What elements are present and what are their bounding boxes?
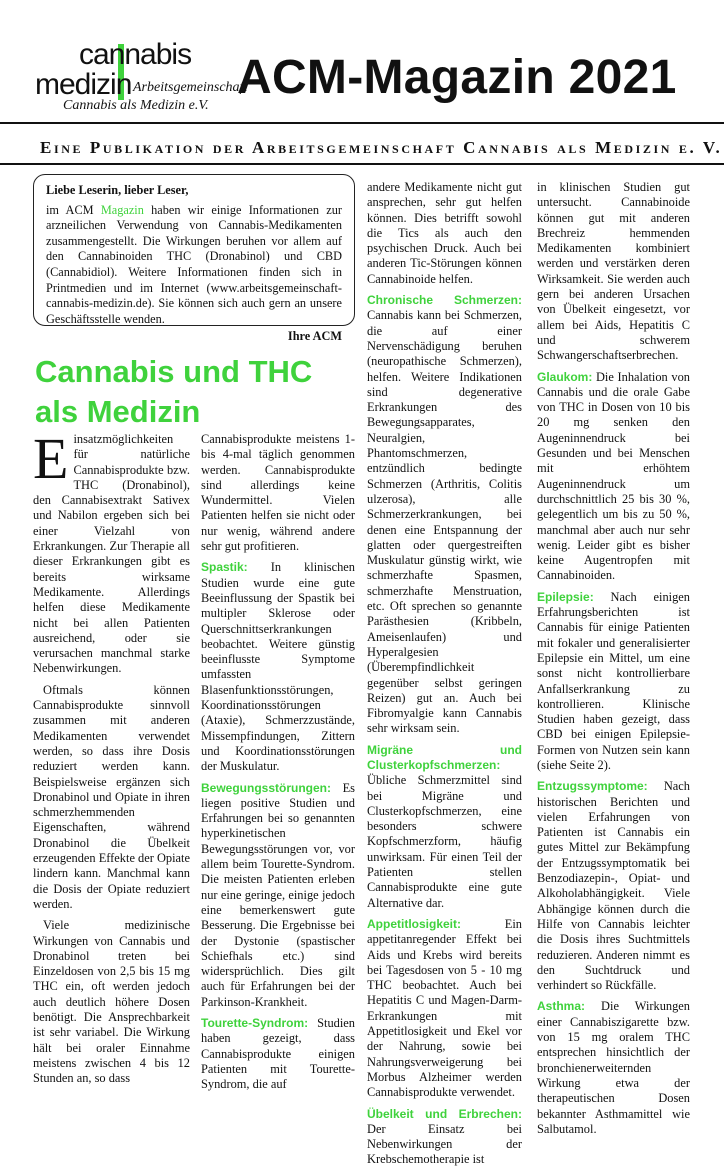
column-2 bbox=[201, 432, 355, 1092]
section-spastik: Spastik: In klinischen Studien wurde eine gute Beeinflussung der Spastik bei multipler Sklerose oder Querschnittserkrankungen beobachtet. Weitere günstig beeinflusste Symptome umfassten Blasenfunktionsstörungen, Koordinationsstörungen (Ataxie), Schmerzzustände, Missempfindungen, Zittern und Koordinationsstörungen der Muskulatur. bbox=[201, 560, 355, 774]
col3-para1: andere Medikamente nicht gut ansprechen, sehr gut helfen können. Dies betrifft sowohl die Tics als auch den psychischen Druck. Auch bei anderen Tic-Störungen können Cannabinoide helfen. bbox=[367, 180, 522, 286]
magazine-subtitle: Eine Publikation der Arbeitsgemeinschaft Cannabis als Medizin e. V. bbox=[40, 138, 723, 157]
section-tourette: Tourette-Syndrom: Studien haben gezeigt, dass Cannabisprodukte einigen Patienten mit Tourette-Syndrom, die auf bbox=[201, 1015, 355, 1092]
col2-para1: Cannabisprodukte meistens 1-bis 4-mal täglich genommen werden. Cannabisprodukte sind allerdings keine Wundermittel. Vielen Patienten helfen sie nicht oder nur wenig, während andere sehr gut profitieren. bbox=[201, 432, 355, 554]
column-1 bbox=[33, 426, 190, 1086]
intro-magazine-highlight: Magazin bbox=[100, 202, 144, 217]
intro-signature: Ihre ACM bbox=[287, 329, 342, 344]
section-glaukom: Glaukom: Die Inhalation von Cannabis und die orale Gabe von THC in Dosen von 10 bis 20 mg senken den Augeninnendruck bei Gesunden und bei Menschen mit erhöhtem Augeninnendruck um durchschnittlich 25 bis 30 %, gelegentlich um bis zu 50 %, manchmal aber auch nur sehr wenig. Leider gibt es bisher keine Augentropfen mit Cannabinoiden. bbox=[537, 369, 690, 583]
headline-line1: Cannabis und THC bbox=[35, 354, 313, 389]
section-entzugssymptome: Entzugssymptome: Nach historischen Berichten und vielen Erfahrungen von Patienten ist Cannabis ein gutes Mittel zur Bekämpfung der Entzugssymptomatik bei Benzodiazepin-, Opiat- und Alkoholabhängigkeit. Viele Abhängige können durch die Hilfe von Cannabis leichter die Dosis ihres Suchtmittels reduzieren. Anderen nimmt es den Suchtdruck und verhindert so Rückfälle. bbox=[537, 779, 690, 993]
acm-logo bbox=[33, 38, 248, 113]
section-bewegungsstoerungen: Bewegungsstörungen: Es liegen positive Studien und Erfahrungen bei so genannten hyperkinetischen Bewegungsstörungen vor, vor allem beim Tourette-Syndrom. Die meisten Patienten erleben nur eine geringe, einige jedoch eine bemerkenswert gute Besserung. Die Ergebnisse bei der Dystonie (spastischer Schiefhals etc.) sind widersprüchlich. Dies gilt auch für Erfahrungen bei der Parkinson-Krankheit. bbox=[201, 780, 355, 1009]
intro-text: im ACM Magazin haben wir einige Informationen zur arzneilichen Verwendung von Cannabis-Medikamenten zusammengestellt. Die Wirkungen beruhen vor allem auf den Cannabinoiden THC (Dronabinol) und CBD (Cannabidiol). Weitere Informationen finden sich in Printmedien und im Internet (www.arbeitsgemeinschaft-cannabis-medizin.de). Sie können sich auch gern an unsere Geschäftsstelle wenden. bbox=[46, 202, 343, 326]
article-headline bbox=[35, 352, 312, 432]
column-3 bbox=[367, 180, 522, 1168]
section-appetitlosigkeit: Appetitlosigkeit: Ein appetitanregender Effekt bei Aids und Krebs wird bereits bei Tagesdosen von 5 - 10 mg THC beobachtet. Auch bei Hepatitis C und Magen-Darm-Erkrankungen mit Appetitlosigkeit und Ekel vor der Nahrung, sowie bei Nahrungsverweigerung bei Morbus Alzheimer werden Cannabisprodukte verwendet. bbox=[367, 916, 522, 1100]
section-migraene: Migräne und Clusterkopfschmerzen: Übliche Schmerzmittel sind bei Migräne und Clusterkopfschmerzen, eine besonders schwere Kopfschmerzform, häufig unwirksam. Für einen Teil der Patienten stellen Cannabisprodukte eine gute Alternative dar. bbox=[367, 742, 522, 910]
section-chronische-schmerzen: Chronische Schmerzen: Cannabis kann bei Schmerzen, die auf einer Nervenschädigung beruhen (neuropathische Schmerzen), helfen. Weitere Indikationen sind degenerative Erkrankungen des Bewegungsapparates, Neuralgien, Phantomschmerzen, entzündlich bedingte Schmerzen (Arthritis, Colitis ulzerosa), alle Schmerzerkrankungen, bei denen eine Entspannung der glatten oder quergestreiften Muskulatur günstig wirkt, wie schmerzhafte Spasmen, schmerzhafte Menstruation, etc. Oft sprechen so genannte Parästhesien (Kribbeln, Ameisenlaufen) und Hyperalgesien (Überempfindlichkeit gegenüber selbst geringen Reizen) gut an. Auch bei Fibromyalgie kann Cannabis sehr wirksam sein. bbox=[367, 293, 522, 736]
logo-line1: cannabis bbox=[79, 38, 192, 71]
section-epilepsie: Epilepsie: Nach einigen Erfahrungsberichten ist Cannabis für einige Patienten mit fokaler und generalisierter Epilepsie ein Mittel, um eine sonst nicht kontrollierbare Anfallserkrankung zu kontrollieren. Klinische Studien haben gezeigt, dass CBD bei einigen Epilepsie-Formen von Nutzen sein kann (siehe Seite 2). bbox=[537, 589, 690, 772]
col1-para3: Viele medizinische Wirkungen von Cannabis und Dronabinol treten bei Einzeldosen von 2,5 bis 15 mg THC ein, oft werden jedoch auch deutlich höhere Dosen benötigt. Die Ansprechbarkeit ist sehr variabel. Die Wirkung hält bei oraler Einnahme meistens zwischen 4 bis 12 Stunden an, so dass bbox=[33, 918, 190, 1086]
header-rule-bottom bbox=[0, 163, 724, 165]
headline-line2: als Medizin bbox=[35, 394, 201, 429]
drop-cap: E bbox=[33, 426, 69, 491]
intro-box bbox=[33, 174, 355, 344]
header-rule-top bbox=[0, 122, 724, 124]
logo-tagline2: Cannabis als Medizin e.V. bbox=[63, 98, 209, 113]
intro-greeting: Liebe Leserin, lieber Leser, bbox=[46, 183, 189, 197]
section-uebelkeit: Übelkeit und Erbrechen: Der Einsatz bei Nebenwirkungen der Krebschemotherapie ist bbox=[367, 1106, 522, 1167]
logo-tagline1: Arbeitsgemeinschaft bbox=[133, 80, 248, 95]
column-4 bbox=[537, 180, 690, 1137]
col1-para1: Einsatzmöglichkeiten für natürliche Cannabisprodukte bzw. THC (Dronabinol), den Cannabisextrakt Sativex und Nabilon ergeben sich bei einer Vielzahl von Erkrankungen. Zur Therapie all dieser Erkrankungen gibt es bereits wirksame Medikamente. Allerdings helfen diese Medikamente nicht bei allen Patienten ausreichend, oder sie verursachen manchmal starke Nebenwirkungen. bbox=[33, 426, 190, 676]
logo-line2: medizin bbox=[35, 68, 132, 101]
col1-para2: Oftmals können Cannabisprodukte sinnvoll zusammen mit anderen Medikamenten verwendet werden, so dass ihre Dosis reduziert werden kann. Beispielsweise ergänzen sich Dronabinol und Opiate in ihren schmerzhemmenden Eigenschaften, während Dronabinol die Übelkeit erzeugenden Effekte der Opiate lindern kann. Manchmal kann die Dosis der Opiate reduziert werden. bbox=[33, 682, 190, 911]
magazine-title: ACM-Magazin 2021 bbox=[237, 51, 677, 104]
col4-para1: in klinischen Studien gut untersucht. Cannabinoide können gut mit anderen Brechreiz hemmenden Medikamenten kombiniert werden und verstärken deren Wirksamkeit. Sie werden auch gern bei anderen Ursachen von Übelkeit eingesetzt, vor allem bei Aids, Hepatitis C und schwerem Schwangerschaftserbrechen. bbox=[537, 180, 690, 363]
section-asthma: Asthma: Die Wirkungen einer Cannabiszigarette bzw. von 15 mg oralem THC entsprechen hinsichtlich der bronchienerweiternden Wirkung etwa der therapeutischen Dosen bekannter Asthmamittel wie Salbutamol. bbox=[537, 999, 690, 1136]
